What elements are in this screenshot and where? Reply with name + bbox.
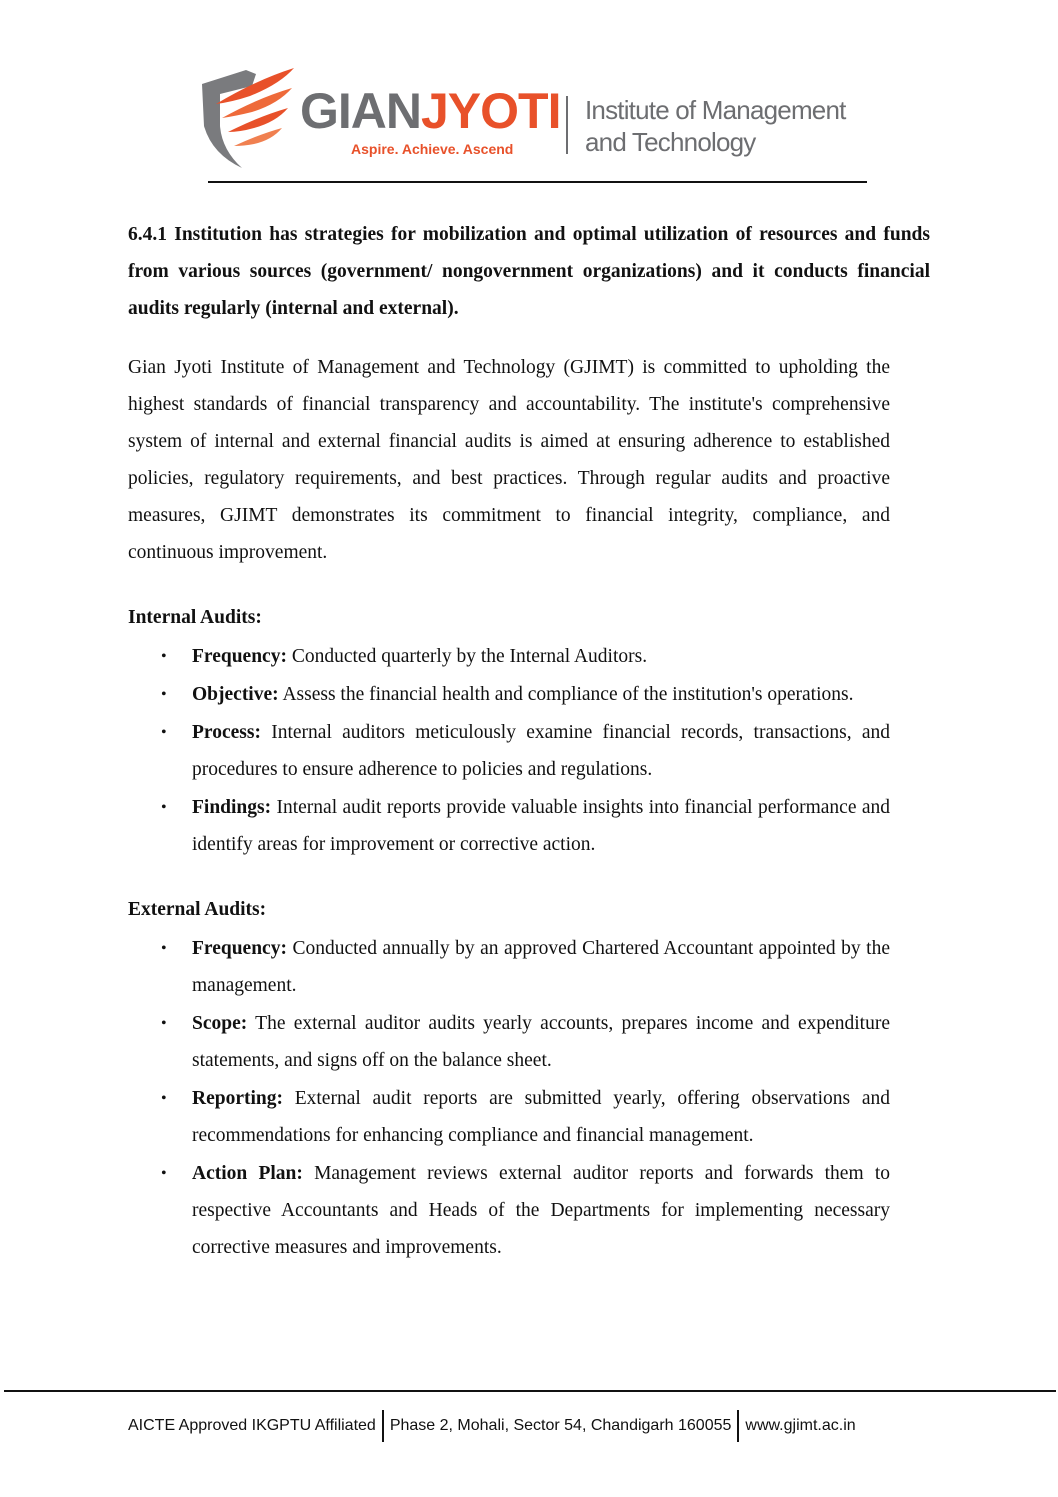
item-text: The external auditor audits yearly accounts, prepares income and expenditure statements, and signs off on the balance sheet. [192,1013,890,1071]
list-item [128,789,890,863]
list-item [128,638,890,675]
footer-address: Phase 2, Mohali, Sector 54, Chandigarh 160055 [389,1417,732,1434]
list-item [128,1005,890,1079]
item-label: Reporting: [192,1088,283,1109]
bullet-icon: • [161,686,167,703]
brand-tagline: Aspire. Achieve. Ascend [351,141,514,157]
bullet-icon: • [161,724,167,741]
list-item [128,1080,890,1154]
footer-rule [4,1390,1056,1392]
brand-jyoti: JYOTI [421,83,561,139]
institute-name [585,94,846,158]
bullet-icon: • [161,1090,167,1107]
item-label: Objective: [192,684,279,705]
list-item [128,1155,890,1266]
list-item [128,930,890,1004]
item-text: Assess the financial health and compliance of the institution's operations. [278,684,854,705]
footer-website: www.gjimt.ac.in [745,1417,856,1434]
letterhead [0,0,1058,190]
institute-name-line2: and Technology [585,127,756,157]
item-text: Management reviews external auditor reports and forwards them to respective Accountants and Heads of the Departments for implementing necessary corrective measures and improvements. [192,1163,890,1258]
intro-paragraph: Gian Jyoti Institute of Management and Technology (GJIMT) is committed to upholding the highest standards of financial transparency and accountability. The institute's comprehensive system of internal and external financial audits is aimed at ensuring adherence to established policies, regulatory requirements, and best practices. Through regular audits and proactive measures, GJIMT demonstrates its commitment to financial integrity, compliance, and continuous improvement. [128,357,890,563]
item-label: Frequency: [192,938,287,959]
footer [128,1410,856,1442]
item-label: Frequency: [192,646,287,667]
item-label: Scope: [192,1013,248,1034]
item-text: External audit reports are submitted yearly, offering observations and recommendations for enhancing compliance and financial management. [192,1088,890,1146]
list-item [128,676,890,713]
bullet-icon: • [161,799,167,816]
internal-audits-list [128,638,890,863]
header-divider [566,96,568,154]
list-item [128,714,890,788]
bullet-icon: • [161,1165,167,1182]
footer-divider [382,1410,384,1442]
bullet-icon: • [161,648,167,665]
item-label: Process: [192,722,261,743]
internal-audits-title: Internal Audits: [128,607,262,628]
external-audits-list [128,930,890,1266]
institute-name-line1: Institute of Management [585,95,846,125]
external-audits-title: External Audits: [128,899,267,920]
footer-divider [737,1410,739,1442]
brand-gian: GIAN [300,83,421,139]
item-label: Action Plan: [192,1163,303,1184]
bullet-icon: • [161,1015,167,1032]
shield-wings-logo-icon [196,66,296,176]
footer-affiliation: AICTE Approved IKGPTU Affiliated [128,1417,376,1434]
criterion-heading: 6.4.1 Institution has strategies for mobilization and optimal utilization of resources and funds from various sources (government/ nongovernment organizations) and it conducts financial audits regularly (internal and external). [128,224,930,319]
document-body [128,216,930,1267]
item-label: Findings: [192,797,272,818]
header-rule [208,181,867,183]
item-text: Internal auditors meticulously examine financial records, transactions, and procedures to ensure adherence to policies and regulations. [192,722,890,780]
item-text: Conducted quarterly by the Internal Auditors. [286,646,648,667]
item-text: Internal audit reports provide valuable insights into financial performance and identify areas for improvement or corrective action. [192,797,890,855]
bullet-icon: • [161,940,167,957]
brand-wordmark [300,83,561,139]
item-text: Conducted annually by an approved Chartered Accountant appointed by the management. [192,938,890,996]
